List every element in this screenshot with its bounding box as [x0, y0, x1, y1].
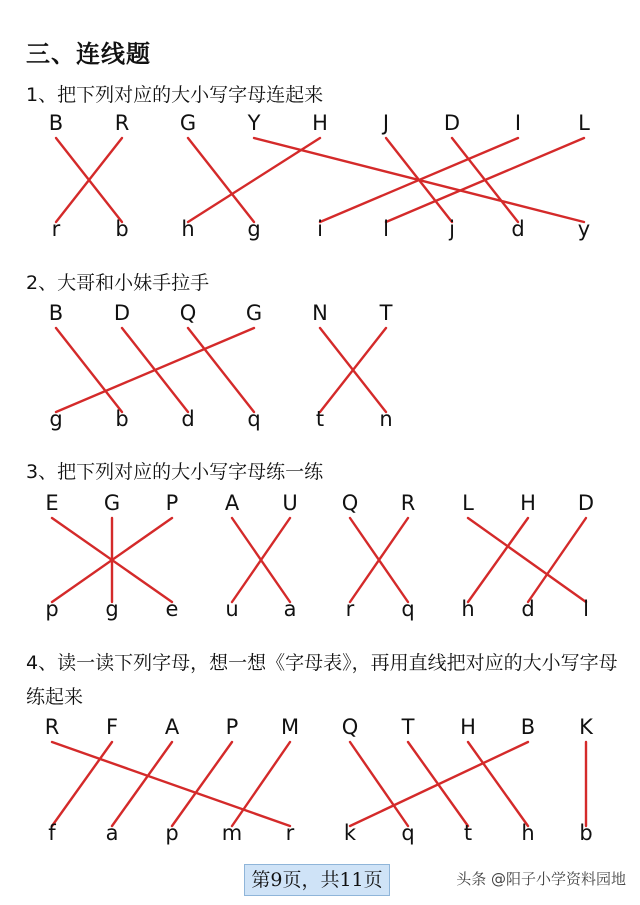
lowercase-letter: n — [379, 407, 393, 431]
lowercase-letter: d — [521, 597, 535, 621]
match-line — [320, 138, 518, 222]
uppercase-letter: Q — [341, 491, 359, 515]
match-line — [468, 742, 528, 826]
lowercase-letter: h — [521, 821, 535, 845]
match-line — [188, 138, 254, 222]
question-3-prompt: 3、把下列对应的大小写字母练一练 — [26, 461, 324, 483]
watermark-text: 头条 @阳子小学资料园地 — [456, 870, 626, 888]
lowercase-letter: i — [317, 217, 323, 241]
match-line — [172, 742, 232, 826]
lowercase-letter: p — [165, 821, 179, 845]
uppercase-letter: Q — [341, 715, 359, 739]
matching-exercise-3 — [0, 488, 640, 638]
uppercase-letter: R — [400, 491, 416, 515]
uppercase-letter: G — [179, 111, 197, 135]
uppercase-letter: A — [224, 491, 240, 515]
match-line — [52, 742, 290, 826]
uppercase-letter: Y — [247, 111, 261, 135]
uppercase-letter: M — [280, 715, 300, 739]
uppercase-letter: H — [312, 111, 328, 135]
lowercase-letter: q — [401, 821, 415, 845]
lowercase-letter: l — [583, 597, 589, 621]
uppercase-letter: E — [45, 491, 59, 515]
uppercase-letter: J — [382, 111, 390, 135]
uppercase-letter: B — [48, 111, 64, 135]
match-line — [350, 742, 528, 826]
uppercase-letter: P — [225, 715, 239, 739]
uppercase-letter: H — [460, 715, 476, 739]
uppercase-letter: R — [44, 715, 60, 739]
lowercase-letter: h — [181, 217, 195, 241]
lowercase-letter: t — [463, 821, 473, 845]
lowercase-letter: g — [105, 597, 119, 621]
uppercase-letter: P — [165, 491, 179, 515]
match-line — [188, 138, 320, 222]
lowercase-letter: l — [383, 217, 389, 241]
uppercase-letter: T — [401, 715, 415, 739]
matching-exercise-2 — [0, 298, 640, 448]
uppercase-letter: T — [379, 301, 393, 325]
lowercase-letter: k — [343, 821, 357, 845]
lowercase-letter: g — [49, 407, 63, 431]
lowercase-letter: q — [247, 407, 261, 431]
lowercase-letter: r — [345, 597, 355, 621]
uppercase-letter: L — [462, 491, 474, 515]
uppercase-letter: G — [245, 301, 263, 325]
lowercase-letter: r — [51, 217, 61, 241]
matching-exercise-1 — [0, 108, 640, 258]
match-line — [528, 518, 586, 602]
uppercase-letter: U — [282, 491, 298, 515]
lowercase-letter: t — [315, 407, 325, 431]
lowercase-letter: g — [247, 217, 261, 241]
uppercase-letter: B — [48, 301, 64, 325]
match-line — [232, 742, 290, 826]
match-line — [468, 518, 528, 602]
uppercase-letter: G — [103, 491, 121, 515]
matching-exercise-4 — [0, 712, 640, 862]
lowercase-letter: e — [165, 597, 179, 621]
uppercase-letter: D — [113, 301, 131, 325]
lowercase-letter: j — [449, 217, 455, 241]
uppercase-letter: L — [578, 111, 590, 135]
lowercase-letter: b — [115, 217, 129, 241]
lowercase-letter: a — [283, 597, 297, 621]
uppercase-letter: H — [520, 491, 536, 515]
lowercase-letter: r — [285, 821, 295, 845]
uppercase-letter: A — [164, 715, 180, 739]
uppercase-letter: Q — [179, 301, 197, 325]
uppercase-letter: R — [114, 111, 130, 135]
uppercase-letter: N — [312, 301, 328, 325]
uppercase-letter: I — [514, 111, 522, 135]
lowercase-letter: a — [105, 821, 119, 845]
page-number-label: 第9页，共11页 — [244, 864, 390, 896]
lowercase-letter: b — [579, 821, 593, 845]
match-line — [56, 328, 254, 412]
lowercase-letter: y — [577, 217, 591, 241]
lowercase-letter: d — [181, 407, 195, 431]
match-line — [468, 518, 586, 602]
match-line — [112, 742, 172, 826]
uppercase-letter: B — [520, 715, 536, 739]
uppercase-letter: D — [577, 491, 595, 515]
lowercase-letter: h — [461, 597, 475, 621]
lowercase-letter: b — [115, 407, 129, 431]
uppercase-letter: K — [579, 715, 593, 739]
uppercase-letter: F — [105, 715, 119, 739]
lowercase-letter: m — [221, 821, 243, 845]
question-2-prompt: 2、大哥和小妹手拉手 — [26, 272, 210, 294]
lowercase-letter: f — [48, 821, 56, 845]
lowercase-letter: d — [511, 217, 525, 241]
match-line — [56, 328, 122, 412]
question-4-prompt: 4、读一读下列字母，想一想《字母表》，再用直线把对应的大小写字母练起来 — [26, 652, 618, 708]
match-line — [52, 742, 112, 826]
match-line — [188, 328, 254, 412]
lowercase-letter: p — [45, 597, 59, 621]
question-1-prompt: 1、把下列对应的大小写字母连起来 — [26, 84, 324, 106]
lowercase-letter: u — [225, 597, 239, 621]
lowercase-letter: q — [401, 597, 415, 621]
section-title: 三、连线题 — [26, 40, 151, 68]
uppercase-letter: D — [443, 111, 461, 135]
